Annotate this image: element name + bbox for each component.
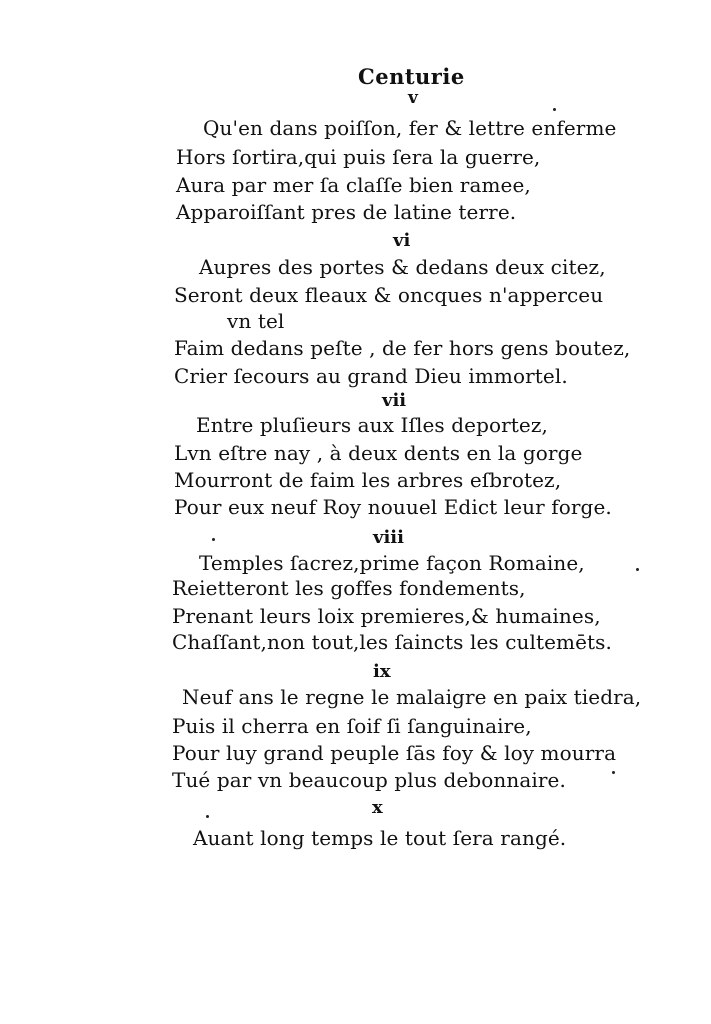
ink-speck: [553, 108, 556, 111]
stanza-numeral: vi: [393, 230, 411, 251]
verse-line: Hors ſortira,qui puis ſera la guerre,: [176, 145, 541, 169]
verse-line: Reietteront les goffes fondements,: [172, 576, 526, 600]
stanza-numeral: x: [372, 797, 383, 818]
stanza-numeral: vii: [382, 390, 407, 411]
verse-line: Neuf ans le regne le malaigre en paix tiedra,: [182, 685, 642, 709]
verse-line: Puis il cherra en ſoif ſi ſanguinaire,: [172, 714, 532, 738]
stanza-numeral: viii: [373, 527, 404, 548]
verse-line: Tué par vn beaucoup plus debonnaire.: [172, 768, 566, 792]
verse-line: Chaſſant,non tout,les ſaincts les cultemēts.: [172, 630, 613, 654]
verse-line: Crier ſecours au grand Dieu immortel.: [174, 364, 568, 388]
ink-speck: [206, 815, 209, 818]
verse-line: Pour luy grand peuple ſās foy & loy mourra: [172, 741, 617, 765]
verse-line: Pour eux neuf Roy nouuel Edict leur forge.: [174, 495, 612, 519]
stanza-numeral: ix: [373, 661, 391, 682]
verse-line: Prenant leurs loix premieres,& humaines,: [172, 604, 601, 628]
ink-speck: [212, 538, 215, 541]
verse-line: Mourront de faim les arbres eſbrotez,: [174, 468, 562, 492]
verse-line: Seront deux fleaux & oncques n'apperceu: [174, 283, 604, 307]
ink-speck: [636, 568, 639, 571]
verse-line: Qu'en dans poiſſon, fer & lettre enferme: [203, 116, 617, 140]
verse-line: Aura par mer ſa claſſe bien ramee,: [176, 173, 531, 197]
verse-line: Auant long temps le tout ſera rangé.: [193, 826, 567, 850]
verse-line: Entre pluſieurs aux Iſles deportez,: [196, 413, 548, 437]
running-title: Centurie: [358, 64, 465, 89]
verse-line: Faim dedans peſte , de fer hors gens boutez,: [174, 336, 631, 360]
verse-line: Lvn eſtre nay , à deux dents en la gorge: [174, 441, 583, 465]
ink-speck: [612, 771, 615, 774]
verse-line: Aupres des portes & dedans deux citez,: [199, 255, 606, 279]
verse-line: Apparoiſſant pres de latine terre.: [176, 200, 517, 224]
verse-line: vn tel: [227, 309, 285, 333]
verse-line: Temples ſacrez,prime façon Romaine,: [199, 551, 585, 575]
signature-mark: v: [408, 88, 419, 108]
